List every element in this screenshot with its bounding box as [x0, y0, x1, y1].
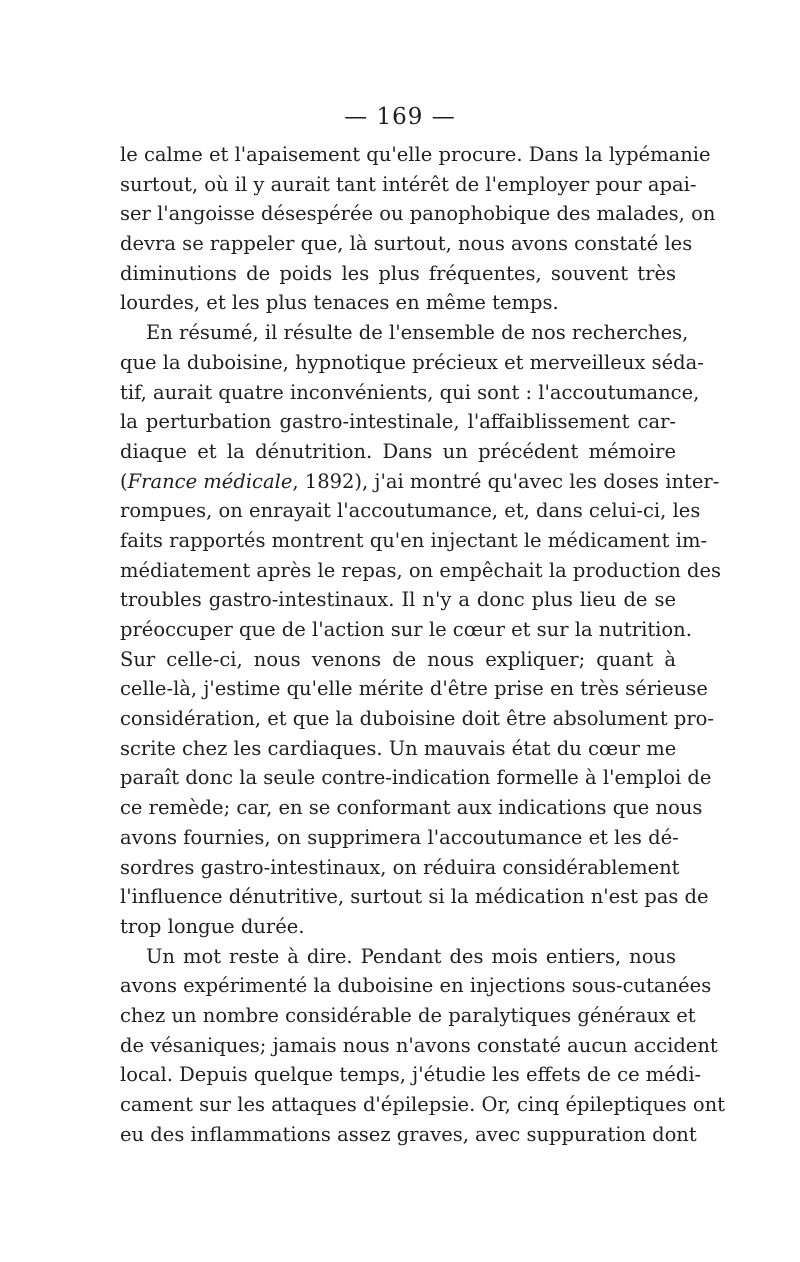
text-line: devra se rappeler que, là surtout, nous avons constaté les [120, 232, 693, 256]
text-line: sordres gastro-intestinaux, on réduira considérablement [120, 855, 680, 879]
citation-title: France médicale [127, 469, 293, 493]
paragraph-start-line: En résumé, il résulte de l'ensemble de nos recherches, [146, 321, 689, 345]
text-line: préoccuper que de l'action sur le cœur et sur la nutrition. [120, 618, 692, 641]
text-line: ser l'angoisse désespérée ou panophobique des malades, on [120, 202, 716, 226]
text-line: local. Depuis quelque temps, j'étudie les effets de ce médi- [120, 1063, 702, 1087]
text-line: cament sur les attaques d'épilepsie. Or, cinq épileptiques ont [120, 1093, 725, 1116]
text-line: médiatement après le repas, on empêchait la production des [120, 558, 721, 582]
text-line: ce remède; car, en se conformant aux indications que nous [120, 796, 703, 820]
text-line: avons expérimenté la duboisine en injections sous-cutanées [120, 974, 712, 998]
text-line: l'influence dénutritive, surtout si la médication n'est pas de [120, 885, 709, 909]
page-number: — 169 — [344, 104, 456, 130]
text-line: de vésaniques; jamais nous n'avons constaté aucun accident [120, 1033, 718, 1057]
body-text [120, 140, 725, 1149]
text-line: la perturbation gastro-intestinale, l'affaiblissement car- [120, 410, 676, 434]
citation-rest: , 1892), j'ai montré qu'avec les doses inter- [292, 469, 720, 493]
text-line: que la duboisine, hypnotique précieux et merveilleux séda- [120, 350, 704, 374]
text-line: eu des inflammations assez graves, avec suppuration dont [120, 1122, 697, 1146]
text-line-with-citation [120, 467, 720, 497]
paragraph-start-line: Un mot reste à dire. Pendant des mois entiers, nous [146, 944, 676, 968]
text-line: rompues, on enrayait l'accoutumance, et, dans celui-ci, les [120, 499, 701, 523]
text-line: chez un nombre considérable de paralytiques généraux et [120, 1003, 696, 1027]
text-line: troubles gastro-intestinaux. Il n'y a donc plus lieu de se [120, 588, 676, 612]
text-line: trop longue durée. [120, 914, 305, 938]
text-line: tif, aurait quatre inconvénients, qui sont : l'accoutumance, [120, 380, 700, 404]
text-line: considération, et que la duboisine doit être absolument pro- [120, 707, 714, 731]
text-line: le calme et l'apaisement qu'elle procure. Dans la lypémanie [120, 143, 711, 166]
text-line: paraît donc la seule contre-indication formelle à l'emploi de [120, 766, 712, 790]
text-line: scrite chez les cardiaques. Un mauvais état du cœur me [120, 736, 677, 760]
text-line: celle-là, j'estime qu'elle mérite d'être prise en très sérieuse [120, 677, 708, 701]
text-line: diminutions de poids les plus fréquentes, souvent très [120, 261, 676, 285]
text-line: faits rapportés montrent qu'en injectant le médicament im- [120, 528, 708, 552]
text-line: diaque et la dénutrition. Dans un précédent mémoire [120, 439, 676, 463]
text-line: lourdes, et les plus tenaces en même temps. [120, 291, 559, 315]
text-line: Sur celle-ci, nous venons de nous expliquer; quant à [120, 647, 676, 671]
text-line: surtout, où il y aurait tant intérêt de l'employer pour apai- [120, 172, 697, 196]
citation-open: ( [120, 469, 128, 493]
text-line: avons fournies, on supprimera l'accoutumance et les dé- [120, 825, 679, 849]
